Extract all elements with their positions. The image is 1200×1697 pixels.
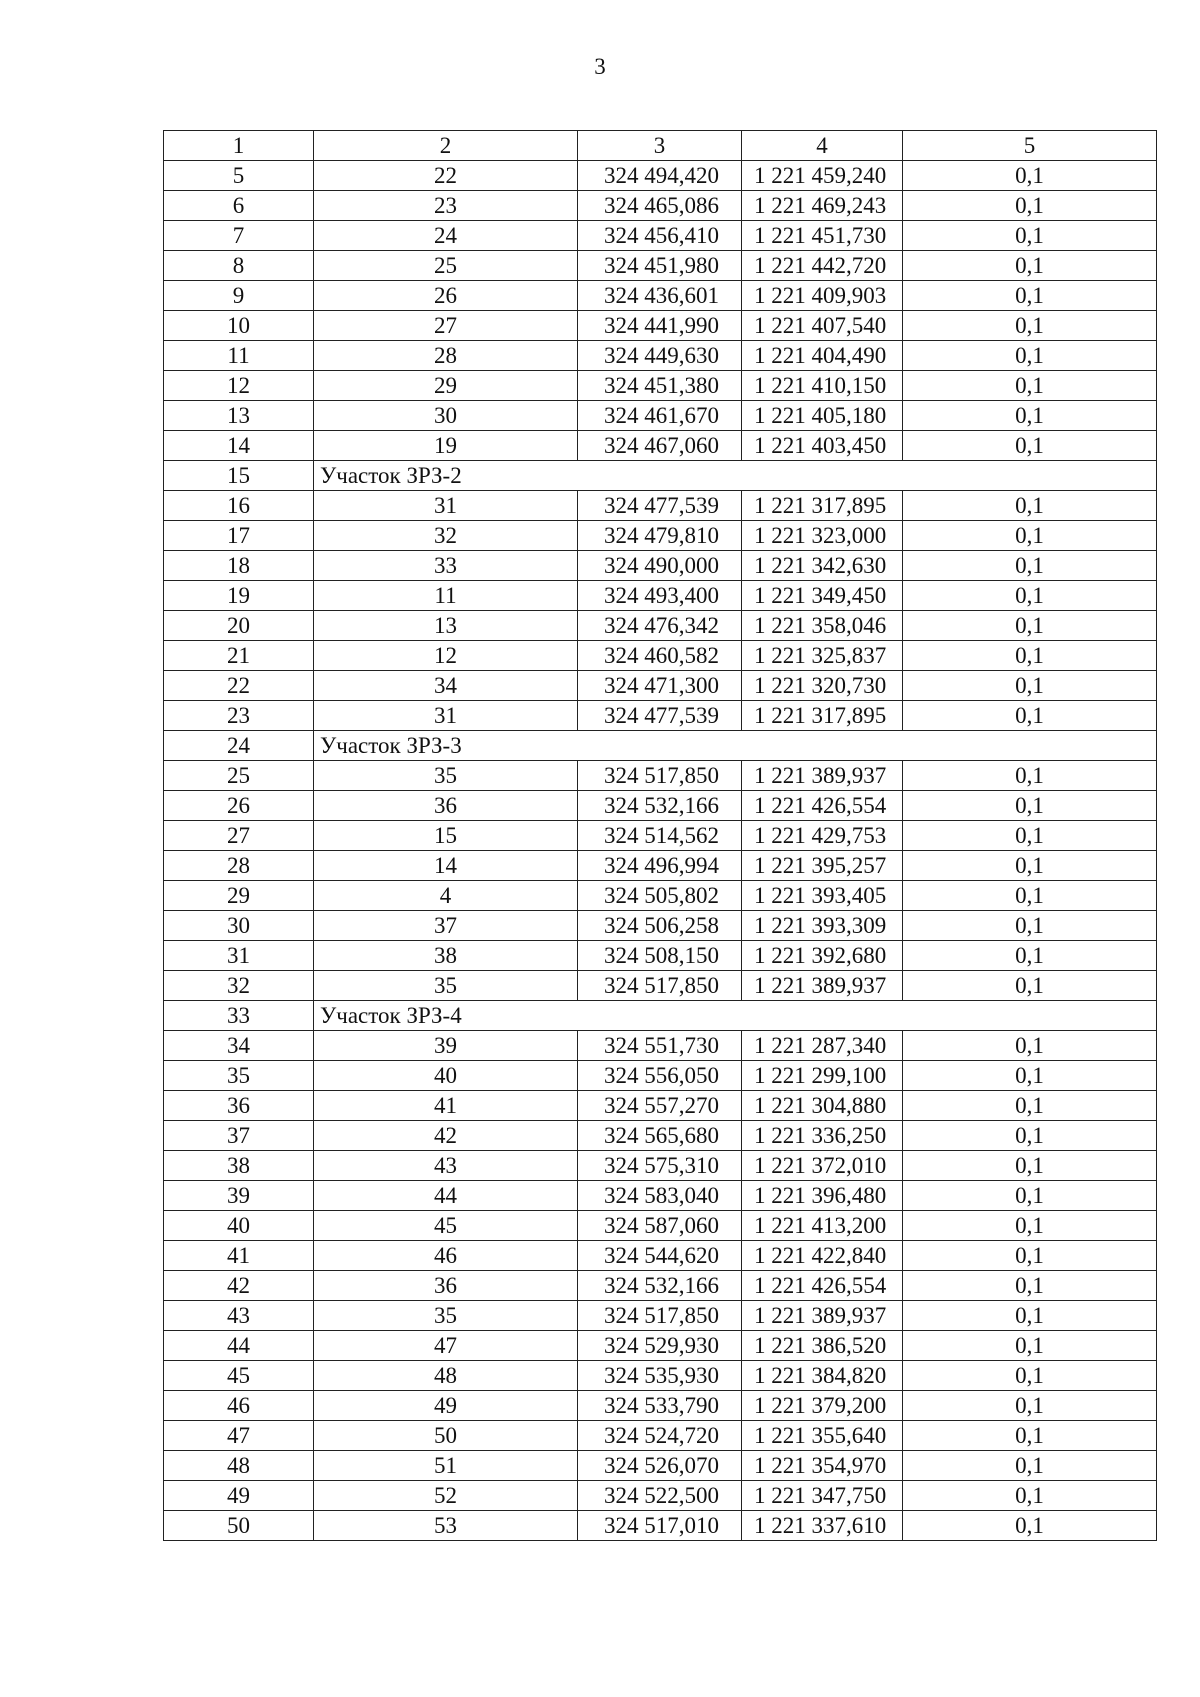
row-number-cell: 35 xyxy=(164,1061,314,1091)
accuracy-cell: 0,1 xyxy=(903,1511,1157,1541)
x-coordinate-cell: 324 522,500 xyxy=(578,1481,742,1511)
y-coordinate-cell: 1 221 287,340 xyxy=(742,1031,903,1061)
table-body xyxy=(164,161,1157,1541)
row-number-cell: 28 xyxy=(164,851,314,881)
x-coordinate-cell: 324 471,300 xyxy=(578,671,742,701)
row-number-cell: 16 xyxy=(164,491,314,521)
table-row xyxy=(164,551,1157,581)
row-number-cell: 48 xyxy=(164,1451,314,1481)
x-coordinate-cell: 324 535,930 xyxy=(578,1361,742,1391)
x-coordinate-cell: 324 517,010 xyxy=(578,1511,742,1541)
accuracy-cell: 0,1 xyxy=(903,371,1157,401)
row-number-cell: 18 xyxy=(164,551,314,581)
accuracy-cell: 0,1 xyxy=(903,941,1157,971)
x-coordinate-cell: 324 587,060 xyxy=(578,1211,742,1241)
point-number-cell: 28 xyxy=(314,341,578,371)
accuracy-cell: 0,1 xyxy=(903,1151,1157,1181)
point-number-cell: 13 xyxy=(314,611,578,641)
y-coordinate-cell: 1 221 354,970 xyxy=(742,1451,903,1481)
y-coordinate-cell: 1 221 304,880 xyxy=(742,1091,903,1121)
y-coordinate-cell: 1 221 422,840 xyxy=(742,1241,903,1271)
row-number-cell: 34 xyxy=(164,1031,314,1061)
y-coordinate-cell: 1 221 317,895 xyxy=(742,701,903,731)
row-number-cell: 23 xyxy=(164,701,314,731)
x-coordinate-cell: 324 532,166 xyxy=(578,791,742,821)
x-coordinate-cell: 324 451,380 xyxy=(578,371,742,401)
y-coordinate-cell: 1 221 429,753 xyxy=(742,821,903,851)
accuracy-cell: 0,1 xyxy=(903,1061,1157,1091)
accuracy-cell: 0,1 xyxy=(903,791,1157,821)
x-coordinate-cell: 324 505,802 xyxy=(578,881,742,911)
point-number-cell: 51 xyxy=(314,1451,578,1481)
row-number-cell: 29 xyxy=(164,881,314,911)
y-coordinate-cell: 1 221 389,937 xyxy=(742,761,903,791)
point-number-cell: 40 xyxy=(314,1061,578,1091)
accuracy-cell: 0,1 xyxy=(903,281,1157,311)
table-row xyxy=(164,1451,1157,1481)
row-number-cell: 31 xyxy=(164,941,314,971)
point-number-cell: 48 xyxy=(314,1361,578,1391)
y-coordinate-cell: 1 221 393,405 xyxy=(742,881,903,911)
section-row xyxy=(164,461,1157,491)
y-coordinate-cell: 1 221 317,895 xyxy=(742,491,903,521)
table-row xyxy=(164,971,1157,1001)
point-number-cell: 19 xyxy=(314,431,578,461)
column-header: 1 xyxy=(164,131,314,161)
point-number-cell: 44 xyxy=(314,1181,578,1211)
y-coordinate-cell: 1 221 469,243 xyxy=(742,191,903,221)
row-number-cell: 44 xyxy=(164,1331,314,1361)
point-number-cell: 14 xyxy=(314,851,578,881)
point-number-cell: 41 xyxy=(314,1091,578,1121)
row-number-cell: 13 xyxy=(164,401,314,431)
accuracy-cell: 0,1 xyxy=(903,971,1157,1001)
table-row xyxy=(164,401,1157,431)
row-number-cell: 5 xyxy=(164,161,314,191)
row-number-cell: 19 xyxy=(164,581,314,611)
row-number-cell: 50 xyxy=(164,1511,314,1541)
accuracy-cell: 0,1 xyxy=(903,1301,1157,1331)
point-number-cell: 35 xyxy=(314,971,578,1001)
point-number-cell: 47 xyxy=(314,1331,578,1361)
point-number-cell: 46 xyxy=(314,1241,578,1271)
point-number-cell: 50 xyxy=(314,1421,578,1451)
table-row xyxy=(164,1421,1157,1451)
accuracy-cell: 0,1 xyxy=(903,701,1157,731)
table-row xyxy=(164,281,1157,311)
x-coordinate-cell: 324 565,680 xyxy=(578,1121,742,1151)
point-number-cell: 32 xyxy=(314,521,578,551)
y-coordinate-cell: 1 221 442,720 xyxy=(742,251,903,281)
x-coordinate-cell: 324 517,850 xyxy=(578,1301,742,1331)
x-coordinate-cell: 324 508,150 xyxy=(578,941,742,971)
x-coordinate-cell: 324 556,050 xyxy=(578,1061,742,1091)
point-number-cell: 15 xyxy=(314,821,578,851)
x-coordinate-cell: 324 476,342 xyxy=(578,611,742,641)
table-row xyxy=(164,1091,1157,1121)
accuracy-cell: 0,1 xyxy=(903,881,1157,911)
accuracy-cell: 0,1 xyxy=(903,1121,1157,1151)
table-row xyxy=(164,1151,1157,1181)
accuracy-cell: 0,1 xyxy=(903,161,1157,191)
row-number-cell: 49 xyxy=(164,1481,314,1511)
accuracy-cell: 0,1 xyxy=(903,1241,1157,1271)
point-number-cell: 38 xyxy=(314,941,578,971)
accuracy-cell: 0,1 xyxy=(903,851,1157,881)
y-coordinate-cell: 1 221 347,750 xyxy=(742,1481,903,1511)
x-coordinate-cell: 324 479,810 xyxy=(578,521,742,551)
x-coordinate-cell: 324 461,670 xyxy=(578,401,742,431)
point-number-cell: 23 xyxy=(314,191,578,221)
table-row xyxy=(164,1121,1157,1151)
y-coordinate-cell: 1 221 323,000 xyxy=(742,521,903,551)
row-number-cell: 36 xyxy=(164,1091,314,1121)
section-title-cell: Участок ЗРЗ-4 xyxy=(314,1001,1157,1031)
x-coordinate-cell: 324 493,400 xyxy=(578,581,742,611)
y-coordinate-cell: 1 221 358,046 xyxy=(742,611,903,641)
table-row xyxy=(164,341,1157,371)
table-row xyxy=(164,371,1157,401)
point-number-cell: 37 xyxy=(314,911,578,941)
y-coordinate-cell: 1 221 409,903 xyxy=(742,281,903,311)
row-number-cell: 6 xyxy=(164,191,314,221)
table-row xyxy=(164,251,1157,281)
row-number-cell: 41 xyxy=(164,1241,314,1271)
y-coordinate-cell: 1 221 392,680 xyxy=(742,941,903,971)
accuracy-cell: 0,1 xyxy=(903,1091,1157,1121)
column-header: 3 xyxy=(578,131,742,161)
x-coordinate-cell: 324 441,990 xyxy=(578,311,742,341)
row-number-cell: 17 xyxy=(164,521,314,551)
accuracy-cell: 0,1 xyxy=(903,761,1157,791)
y-coordinate-cell: 1 221 451,730 xyxy=(742,221,903,251)
x-coordinate-cell: 324 517,850 xyxy=(578,971,742,1001)
row-number-cell: 24 xyxy=(164,731,314,761)
coordinates-table xyxy=(163,130,1157,1541)
row-number-cell: 45 xyxy=(164,1361,314,1391)
y-coordinate-cell: 1 221 396,480 xyxy=(742,1181,903,1211)
row-number-cell: 33 xyxy=(164,1001,314,1031)
table-row xyxy=(164,881,1157,911)
row-number-cell: 27 xyxy=(164,821,314,851)
accuracy-cell: 0,1 xyxy=(903,551,1157,581)
x-coordinate-cell: 324 506,258 xyxy=(578,911,742,941)
accuracy-cell: 0,1 xyxy=(903,821,1157,851)
row-number-cell: 30 xyxy=(164,911,314,941)
y-coordinate-cell: 1 221 410,150 xyxy=(742,371,903,401)
y-coordinate-cell: 1 221 426,554 xyxy=(742,1271,903,1301)
accuracy-cell: 0,1 xyxy=(903,251,1157,281)
x-coordinate-cell: 324 456,410 xyxy=(578,221,742,251)
point-number-cell: 53 xyxy=(314,1511,578,1541)
table-row xyxy=(164,641,1157,671)
accuracy-cell: 0,1 xyxy=(903,1481,1157,1511)
point-number-cell: 33 xyxy=(314,551,578,581)
row-number-cell: 14 xyxy=(164,431,314,461)
row-number-cell: 20 xyxy=(164,611,314,641)
point-number-cell: 45 xyxy=(314,1211,578,1241)
x-coordinate-cell: 324 532,166 xyxy=(578,1271,742,1301)
accuracy-cell: 0,1 xyxy=(903,401,1157,431)
point-number-cell: 25 xyxy=(314,251,578,281)
table-row xyxy=(164,1061,1157,1091)
x-coordinate-cell: 324 496,994 xyxy=(578,851,742,881)
column-header: 2 xyxy=(314,131,578,161)
accuracy-cell: 0,1 xyxy=(903,341,1157,371)
x-coordinate-cell: 324 449,630 xyxy=(578,341,742,371)
table-row xyxy=(164,1241,1157,1271)
table-row xyxy=(164,1361,1157,1391)
row-number-cell: 8 xyxy=(164,251,314,281)
row-number-cell: 12 xyxy=(164,371,314,401)
table-row xyxy=(164,1481,1157,1511)
x-coordinate-cell: 324 575,310 xyxy=(578,1151,742,1181)
point-number-cell: 36 xyxy=(314,791,578,821)
accuracy-cell: 0,1 xyxy=(903,1331,1157,1361)
accuracy-cell: 0,1 xyxy=(903,611,1157,641)
row-number-cell: 42 xyxy=(164,1271,314,1301)
point-number-cell: 35 xyxy=(314,1301,578,1331)
point-number-cell: 49 xyxy=(314,1391,578,1421)
table-row xyxy=(164,161,1157,191)
accuracy-cell: 0,1 xyxy=(903,431,1157,461)
section-row xyxy=(164,731,1157,761)
point-number-cell: 42 xyxy=(314,1121,578,1151)
table-row xyxy=(164,1211,1157,1241)
accuracy-cell: 0,1 xyxy=(903,911,1157,941)
table-row xyxy=(164,191,1157,221)
point-number-cell: 52 xyxy=(314,1481,578,1511)
y-coordinate-cell: 1 221 320,730 xyxy=(742,671,903,701)
x-coordinate-cell: 324 514,562 xyxy=(578,821,742,851)
row-number-cell: 15 xyxy=(164,461,314,491)
table-row xyxy=(164,491,1157,521)
table-row xyxy=(164,701,1157,731)
accuracy-cell: 0,1 xyxy=(903,521,1157,551)
y-coordinate-cell: 1 221 342,630 xyxy=(742,551,903,581)
x-coordinate-cell: 324 460,582 xyxy=(578,641,742,671)
x-coordinate-cell: 324 490,000 xyxy=(578,551,742,581)
table-row xyxy=(164,761,1157,791)
section-title-cell: Участок ЗРЗ-3 xyxy=(314,731,1157,761)
row-number-cell: 46 xyxy=(164,1391,314,1421)
accuracy-cell: 0,1 xyxy=(903,671,1157,701)
row-number-cell: 7 xyxy=(164,221,314,251)
y-coordinate-cell: 1 221 355,640 xyxy=(742,1421,903,1451)
x-coordinate-cell: 324 436,601 xyxy=(578,281,742,311)
x-coordinate-cell: 324 533,790 xyxy=(578,1391,742,1421)
page-number: 3 xyxy=(594,54,606,79)
x-coordinate-cell: 324 583,040 xyxy=(578,1181,742,1211)
point-number-cell: 39 xyxy=(314,1031,578,1061)
table-row xyxy=(164,911,1157,941)
accuracy-cell: 0,1 xyxy=(903,1391,1157,1421)
accuracy-cell: 0,1 xyxy=(903,1271,1157,1301)
accuracy-cell: 0,1 xyxy=(903,1361,1157,1391)
point-number-cell: 35 xyxy=(314,761,578,791)
column-header: 5 xyxy=(903,131,1157,161)
point-number-cell: 31 xyxy=(314,701,578,731)
column-header: 4 xyxy=(742,131,903,161)
point-number-cell: 4 xyxy=(314,881,578,911)
y-coordinate-cell: 1 221 426,554 xyxy=(742,791,903,821)
y-coordinate-cell: 1 221 299,100 xyxy=(742,1061,903,1091)
accuracy-cell: 0,1 xyxy=(903,581,1157,611)
table-header-row xyxy=(164,131,1157,161)
x-coordinate-cell: 324 477,539 xyxy=(578,491,742,521)
table-row xyxy=(164,1031,1157,1061)
row-number-cell: 9 xyxy=(164,281,314,311)
accuracy-cell: 0,1 xyxy=(903,1181,1157,1211)
row-number-cell: 47 xyxy=(164,1421,314,1451)
y-coordinate-cell: 1 221 395,257 xyxy=(742,851,903,881)
table-row xyxy=(164,1271,1157,1301)
y-coordinate-cell: 1 221 336,250 xyxy=(742,1121,903,1151)
table-row xyxy=(164,1331,1157,1361)
x-coordinate-cell: 324 524,720 xyxy=(578,1421,742,1451)
y-coordinate-cell: 1 221 379,200 xyxy=(742,1391,903,1421)
point-number-cell: 22 xyxy=(314,161,578,191)
y-coordinate-cell: 1 221 389,937 xyxy=(742,971,903,1001)
y-coordinate-cell: 1 221 407,540 xyxy=(742,311,903,341)
row-number-cell: 10 xyxy=(164,311,314,341)
x-coordinate-cell: 324 544,620 xyxy=(578,1241,742,1271)
accuracy-cell: 0,1 xyxy=(903,1451,1157,1481)
x-coordinate-cell: 324 557,270 xyxy=(578,1091,742,1121)
accuracy-cell: 0,1 xyxy=(903,1211,1157,1241)
y-coordinate-cell: 1 221 384,820 xyxy=(742,1361,903,1391)
row-number-cell: 26 xyxy=(164,791,314,821)
table-row xyxy=(164,311,1157,341)
x-coordinate-cell: 324 517,850 xyxy=(578,761,742,791)
accuracy-cell: 0,1 xyxy=(903,191,1157,221)
section-row xyxy=(164,1001,1157,1031)
row-number-cell: 43 xyxy=(164,1301,314,1331)
point-number-cell: 36 xyxy=(314,1271,578,1301)
point-number-cell: 26 xyxy=(314,281,578,311)
table-row xyxy=(164,671,1157,701)
y-coordinate-cell: 1 221 337,610 xyxy=(742,1511,903,1541)
table-row xyxy=(164,941,1157,971)
table-row xyxy=(164,221,1157,251)
row-number-cell: 39 xyxy=(164,1181,314,1211)
table-row xyxy=(164,611,1157,641)
y-coordinate-cell: 1 221 349,450 xyxy=(742,581,903,611)
y-coordinate-cell: 1 221 413,200 xyxy=(742,1211,903,1241)
table-row xyxy=(164,521,1157,551)
row-number-cell: 32 xyxy=(164,971,314,1001)
accuracy-cell: 0,1 xyxy=(903,1421,1157,1451)
y-coordinate-cell: 1 221 393,309 xyxy=(742,911,903,941)
accuracy-cell: 0,1 xyxy=(903,641,1157,671)
row-number-cell: 40 xyxy=(164,1211,314,1241)
accuracy-cell: 0,1 xyxy=(903,221,1157,251)
accuracy-cell: 0,1 xyxy=(903,491,1157,521)
row-number-cell: 37 xyxy=(164,1121,314,1151)
point-number-cell: 30 xyxy=(314,401,578,431)
point-number-cell: 29 xyxy=(314,371,578,401)
x-coordinate-cell: 324 551,730 xyxy=(578,1031,742,1061)
table-row xyxy=(164,1301,1157,1331)
y-coordinate-cell: 1 221 386,520 xyxy=(742,1331,903,1361)
table-row xyxy=(164,581,1157,611)
x-coordinate-cell: 324 526,070 xyxy=(578,1451,742,1481)
point-number-cell: 12 xyxy=(314,641,578,671)
table-row xyxy=(164,821,1157,851)
section-title-cell: Участок ЗРЗ-2 xyxy=(314,461,1157,491)
point-number-cell: 11 xyxy=(314,581,578,611)
table-row xyxy=(164,791,1157,821)
point-number-cell: 34 xyxy=(314,671,578,701)
x-coordinate-cell: 324 451,980 xyxy=(578,251,742,281)
x-coordinate-cell: 324 467,060 xyxy=(578,431,742,461)
accuracy-cell: 0,1 xyxy=(903,311,1157,341)
x-coordinate-cell: 324 477,539 xyxy=(578,701,742,731)
point-number-cell: 43 xyxy=(314,1151,578,1181)
row-number-cell: 38 xyxy=(164,1151,314,1181)
x-coordinate-cell: 324 494,420 xyxy=(578,161,742,191)
table-row xyxy=(164,1181,1157,1211)
row-number-cell: 11 xyxy=(164,341,314,371)
y-coordinate-cell: 1 221 325,837 xyxy=(742,641,903,671)
row-number-cell: 22 xyxy=(164,671,314,701)
row-number-cell: 25 xyxy=(164,761,314,791)
point-number-cell: 24 xyxy=(314,221,578,251)
y-coordinate-cell: 1 221 459,240 xyxy=(742,161,903,191)
y-coordinate-cell: 1 221 403,450 xyxy=(742,431,903,461)
table-row xyxy=(164,851,1157,881)
table-row xyxy=(164,1391,1157,1421)
y-coordinate-cell: 1 221 372,010 xyxy=(742,1151,903,1181)
x-coordinate-cell: 324 465,086 xyxy=(578,191,742,221)
point-number-cell: 31 xyxy=(314,491,578,521)
accuracy-cell: 0,1 xyxy=(903,1031,1157,1061)
y-coordinate-cell: 1 221 389,937 xyxy=(742,1301,903,1331)
table-row xyxy=(164,431,1157,461)
x-coordinate-cell: 324 529,930 xyxy=(578,1331,742,1361)
table-row xyxy=(164,1511,1157,1541)
point-number-cell: 27 xyxy=(314,311,578,341)
y-coordinate-cell: 1 221 405,180 xyxy=(742,401,903,431)
y-coordinate-cell: 1 221 404,490 xyxy=(742,341,903,371)
row-number-cell: 21 xyxy=(164,641,314,671)
